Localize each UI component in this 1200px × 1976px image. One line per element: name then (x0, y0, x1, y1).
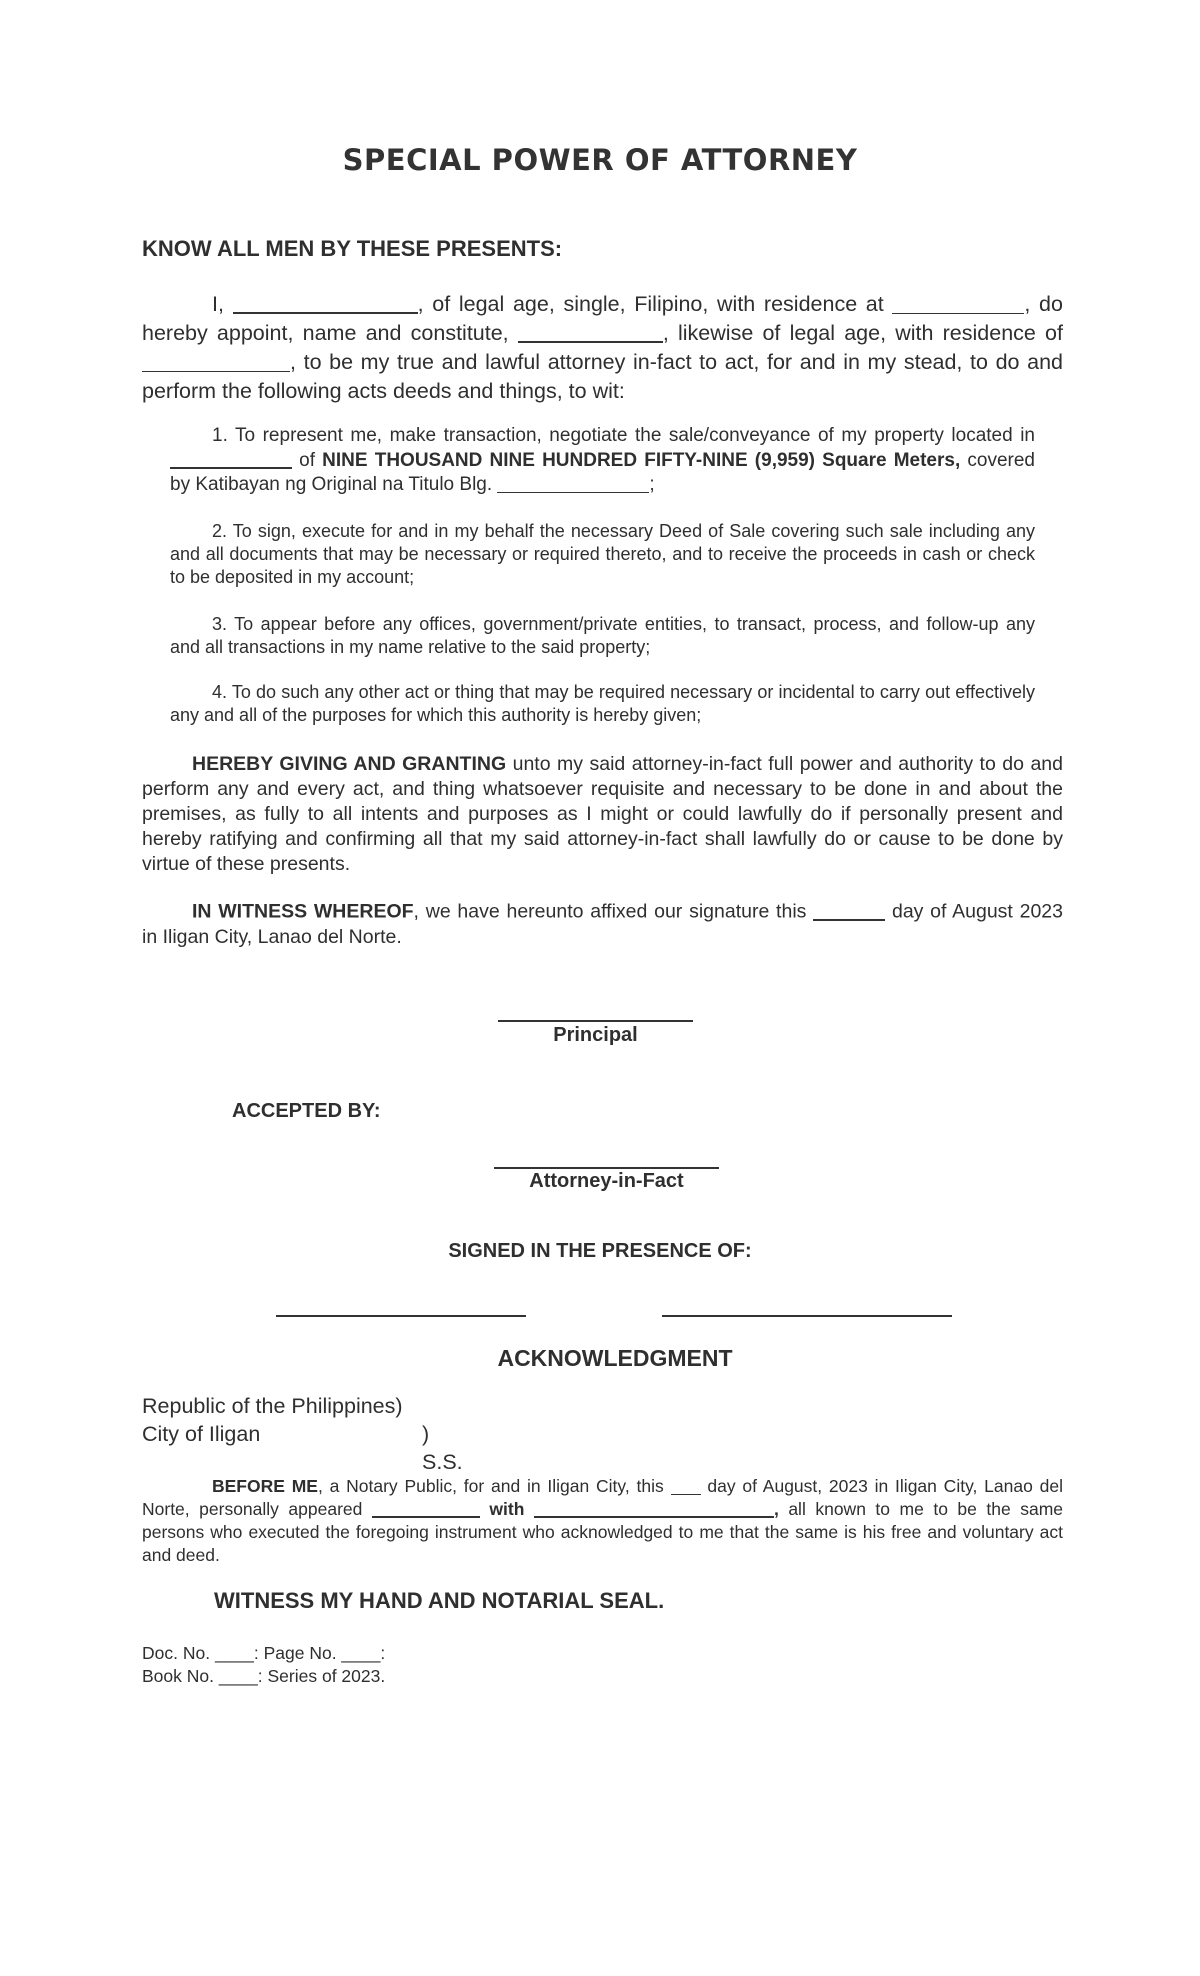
venue-ss: ) S.S. (422, 1422, 463, 1474)
attorney-name-blank (518, 320, 663, 344)
book-series-line: Book No. ____: Series of 2023. (142, 1666, 386, 1686)
notary-comma: , (773, 1499, 779, 1519)
hereby-text: unto my said attorney-in-fact full power and authority to do and perform any and every act, and thing whatsoever requisite and necessary to be done in and about the premises, as fully to all intents and purposes as I might or could lawfully do if personally present and hereby ratifying and confirming all that my said attorney-in-fact shall lawfully do or cause to be done by virtue of these presents. (142, 753, 1063, 875)
item-3 (170, 613, 1035, 659)
intro-text-4: , likewise of legal age, with residence of (662, 321, 1063, 345)
item-1-text-d: ; (649, 474, 655, 495)
attorney-signature-line (494, 1167, 719, 1169)
item-1-text-b: of (299, 450, 316, 471)
item-2-text: 2. To sign, execute for and in my behalf the necessary Deed of Sale covering such sale including any and all documents that may be necessary or required thereto, and to receive the proceeds in cash or check to be deposited in my account; (170, 521, 1035, 587)
appearing-party-1-blank (372, 1499, 480, 1519)
doc-number-block (142, 1642, 385, 1688)
venue-city-line (142, 1420, 463, 1474)
intro-text-3: , do hereby appoint, name and constitute, (142, 292, 1063, 345)
appearing-party-2-blank (534, 1499, 774, 1519)
witness-text-b: day of August 2023 in Iligan City, Lanao del Norte. (142, 900, 1063, 948)
notary-day-blank (671, 1477, 701, 1496)
venue-republic: Republic of the Philippines) (142, 1394, 403, 1418)
notary-paragraph (142, 1475, 1063, 1567)
item-1-text-c: covered by Katibayan ng Original na Titulo Blg. (170, 450, 1036, 495)
location-blank (170, 448, 292, 469)
witness-1-signature-line (276, 1315, 526, 1317)
item-1 (170, 424, 1035, 497)
residence-blank (892, 292, 1024, 315)
signed-presence-heading: SIGNED IN THE PRESENCE OF: (448, 1240, 752, 1262)
venue-city: City of Iligan (142, 1422, 261, 1446)
item-4-text: 4. To do such any other act or thing that may be required necessary or incidental to carry out effectively any and all of the purposes for which this authority is hereby given; (170, 682, 1035, 725)
notary-with: with (489, 1499, 525, 1519)
attorney-label: Attorney-in-Fact (529, 1170, 684, 1192)
item-1-area: NINE THOUSAND NINE HUNDRED FIFTY-NINE (9,959) Square Meters, (322, 450, 961, 471)
intro-text-1: I, (212, 292, 224, 316)
acknowledgment-heading: ACKNOWLEDGMENT (497, 1345, 733, 1371)
principal-signature-line (498, 1020, 693, 1022)
notarial-seal-heading: WITNESS MY HAND AND NOTARIAL SEAL. (214, 1588, 665, 1613)
principal-label: Principal (553, 1024, 638, 1046)
notary-text-b: day of August, 2023 in Iligan City, Lanao del Norte, personally appeared (142, 1476, 1063, 1519)
witness-2-signature-line (662, 1315, 952, 1317)
hereby-bold: HEREBY GIVING AND GRANTING (192, 753, 507, 775)
doc-page-line: Doc. No. ____: Page No. ____: (142, 1643, 386, 1663)
intro-paragraph (142, 290, 1063, 406)
know-all-heading: KNOW ALL MEN BY THESE PRESENTS: (142, 236, 563, 261)
item-3-text: 3. To appear before any offices, government/private entities, to transact, process, and follow-up any and all transactions in my name relative to the said property; (170, 614, 1035, 657)
intro-text-5: , to be my true and lawful attorney in-fact to act, for and in my stead, to do and perform the following acts deeds and things, to wit: (142, 350, 1063, 403)
title-number-blank (497, 473, 649, 493)
intro-text-2: , of legal age, single, Filipino, with residence at (417, 292, 884, 316)
witness-day-blank (813, 899, 885, 921)
notary-bold: BEFORE ME (212, 1476, 318, 1496)
accepted-by-label: ACCEPTED BY: (232, 1100, 381, 1122)
witness-bold: IN WITNESS WHEREOF (192, 900, 414, 923)
document-title: SPECIAL POWER OF ATTORNEY (342, 143, 858, 177)
attorney-residence-blank (142, 350, 290, 373)
witness-paragraph (142, 899, 1063, 950)
item-2 (170, 520, 1035, 589)
principal-name-blank (233, 291, 418, 315)
notary-text-a: , a Notary Public, for and in Iligan City, this (317, 1476, 664, 1496)
witness-text-a: , we have hereunto affixed our signature this (413, 900, 807, 923)
item-1-text-a: 1. To represent me, make transaction, negotiate the sale/conveyance of my property located in (212, 425, 1035, 446)
venue-block (142, 1392, 463, 1474)
notary-text-c: all known to me to be the same persons who executed the foregoing instrument who acknowledged to me that the same is his free and voluntary act and deed. (142, 1499, 1064, 1565)
hereby-paragraph (142, 752, 1063, 877)
item-4 (170, 681, 1035, 727)
